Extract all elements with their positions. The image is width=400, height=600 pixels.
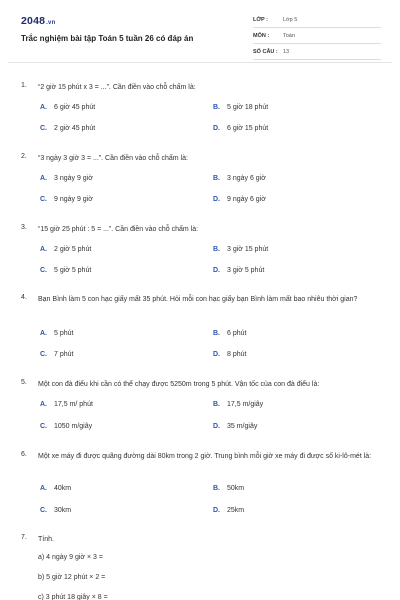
option-a[interactable] bbox=[40, 175, 93, 182]
logo-text: 2048 bbox=[21, 15, 46, 27]
option-a[interactable] bbox=[40, 104, 95, 111]
option-letter: C. bbox=[40, 196, 47, 203]
option-letter: D. bbox=[213, 196, 220, 203]
option-b[interactable] bbox=[213, 175, 266, 182]
option-text: 6 giờ 45 phút bbox=[54, 104, 96, 111]
question-number: 7. bbox=[21, 534, 27, 541]
option-letter: C. bbox=[40, 267, 47, 274]
quiz-meta bbox=[253, 14, 381, 62]
option-text: 5 phút bbox=[54, 330, 74, 337]
option-text: 3 giờ 15 phút bbox=[227, 246, 269, 253]
option-letter: D. bbox=[213, 423, 220, 430]
sub-item-b: b) 5 giờ 12 phút × 2 = bbox=[38, 574, 106, 581]
meta-row-count bbox=[253, 46, 381, 60]
site-logo[interactable] bbox=[21, 15, 55, 27]
question-number: 6. bbox=[21, 451, 27, 458]
question-text: Một xe máy đi được quãng đường dài 80km trong 2 giờ. Trung bình mỗi giờ xe máy đi được số ki-lô-mét là: bbox=[38, 453, 372, 460]
option-a[interactable] bbox=[40, 246, 91, 253]
option-d[interactable] bbox=[213, 196, 266, 203]
option-letter: B. bbox=[213, 330, 220, 337]
option-letter: B. bbox=[213, 485, 220, 492]
option-letter: D. bbox=[213, 507, 220, 514]
option-a[interactable] bbox=[40, 330, 73, 337]
question-text: Tính. bbox=[38, 536, 54, 543]
meta-row-grade bbox=[253, 14, 381, 28]
header-divider bbox=[8, 62, 392, 63]
option-letter: B. bbox=[213, 401, 220, 408]
option-text: 50km bbox=[227, 485, 245, 492]
option-text: 5 giờ 5 phút bbox=[54, 267, 92, 274]
option-text: 35 m/giây bbox=[227, 423, 258, 430]
option-letter: C. bbox=[40, 125, 47, 132]
sub-item-c: c) 3 phút 18 giây × 8 = bbox=[38, 594, 108, 600]
option-letter: A. bbox=[40, 330, 47, 337]
option-text: 8 phút bbox=[227, 351, 247, 358]
option-text: 6 giờ 15 phút bbox=[227, 125, 269, 132]
option-letter: B. bbox=[213, 246, 220, 253]
option-text: 2 giờ 5 phút bbox=[54, 246, 92, 253]
question-number: 3. bbox=[21, 224, 27, 231]
option-b[interactable] bbox=[213, 104, 268, 111]
meta-label: LỚP : bbox=[253, 17, 268, 23]
option-b[interactable] bbox=[213, 401, 263, 408]
option-c[interactable] bbox=[40, 267, 91, 274]
question-number: 2. bbox=[21, 153, 27, 160]
meta-value: Toán bbox=[283, 33, 295, 39]
page-header bbox=[0, 0, 400, 60]
meta-value: 13 bbox=[283, 49, 290, 55]
option-d[interactable] bbox=[213, 125, 268, 132]
option-text: 9 ngày 9 giờ bbox=[54, 196, 93, 203]
option-letter: A. bbox=[40, 485, 47, 492]
question-number: 1. bbox=[21, 82, 27, 89]
option-c[interactable] bbox=[40, 125, 95, 132]
page-title: Trắc nghiệm bài tập Toán 5 tuần 26 có đáp án bbox=[21, 34, 194, 43]
option-text: 3 ngày 9 giờ bbox=[54, 175, 93, 182]
meta-label: SỐ CÂU : bbox=[253, 49, 278, 55]
option-letter: C. bbox=[40, 423, 47, 430]
option-text: 9 ngày 6 giờ bbox=[227, 196, 266, 203]
option-c[interactable] bbox=[40, 507, 71, 514]
option-letter: A. bbox=[40, 246, 47, 253]
option-text: 3 giờ 5 phút bbox=[227, 267, 265, 274]
option-text: 25km bbox=[227, 507, 245, 514]
option-letter: D. bbox=[213, 267, 220, 274]
option-letter: C. bbox=[40, 351, 47, 358]
option-d[interactable] bbox=[213, 267, 264, 274]
meta-value: Lớp 5 bbox=[283, 17, 298, 23]
question-text: “15 giờ 25 phút : 5 = ...”. Cần điền vào chỗ chấm là: bbox=[38, 226, 199, 233]
option-text: 40km bbox=[54, 485, 72, 492]
option-d[interactable] bbox=[213, 423, 257, 430]
option-d[interactable] bbox=[213, 507, 244, 514]
option-c[interactable] bbox=[40, 196, 93, 203]
option-letter: A. bbox=[40, 401, 47, 408]
option-text: 6 phút bbox=[227, 330, 247, 337]
option-text: 17,5 m/giây bbox=[227, 401, 264, 408]
question-number: 4. bbox=[21, 294, 27, 301]
meta-label: MÔN : bbox=[253, 33, 270, 39]
question-text: Một con đà điểu khi cần có thể chạy được 5250m trong 5 phút. Vận tốc của con đà điểu là: bbox=[38, 381, 320, 388]
option-text: 2 giờ 45 phút bbox=[54, 125, 96, 132]
meta-row-subject bbox=[253, 30, 381, 44]
question-text: “3 ngày 3 giờ 3 = ...”. Cần điền vào chỗ chấm là: bbox=[38, 155, 188, 162]
option-letter: D. bbox=[213, 351, 220, 358]
option-b[interactable] bbox=[213, 485, 244, 492]
option-a[interactable] bbox=[40, 485, 71, 492]
question-text: Bạn Bình làm 5 con hạc giấy mất 35 phút. Hỏi mỗi con hạc giấy bạn Bình làm mất bao nhiêu thời gian? bbox=[38, 296, 358, 303]
option-letter: B. bbox=[213, 175, 220, 182]
option-letter: A. bbox=[40, 104, 47, 111]
option-b[interactable] bbox=[213, 330, 246, 337]
option-text: 7 phút bbox=[54, 351, 74, 358]
option-text: 1050 m/giây bbox=[54, 423, 93, 430]
option-c[interactable] bbox=[40, 423, 92, 430]
option-d[interactable] bbox=[213, 351, 246, 358]
question-number: 5. bbox=[21, 379, 27, 386]
option-letter: B. bbox=[213, 104, 220, 111]
option-text: 30km bbox=[54, 507, 72, 514]
option-text: 5 giờ 18 phút bbox=[227, 104, 269, 111]
sub-item-a: a) 4 ngày 9 giờ × 3 = bbox=[38, 554, 103, 561]
question-text: “2 giờ 15 phút x 3 = ...”. Cần điền vào chỗ chấm là: bbox=[38, 84, 196, 91]
logo-suffix: .vn bbox=[46, 20, 56, 26]
option-c[interactable] bbox=[40, 351, 73, 358]
option-letter: A. bbox=[40, 175, 47, 182]
option-b[interactable] bbox=[213, 246, 268, 253]
option-letter: C. bbox=[40, 507, 47, 514]
option-a[interactable] bbox=[40, 401, 93, 408]
option-letter: D. bbox=[213, 125, 220, 132]
option-text: 3 ngày 6 giờ bbox=[227, 175, 266, 182]
option-text: 17,5 m/ phút bbox=[54, 401, 93, 408]
